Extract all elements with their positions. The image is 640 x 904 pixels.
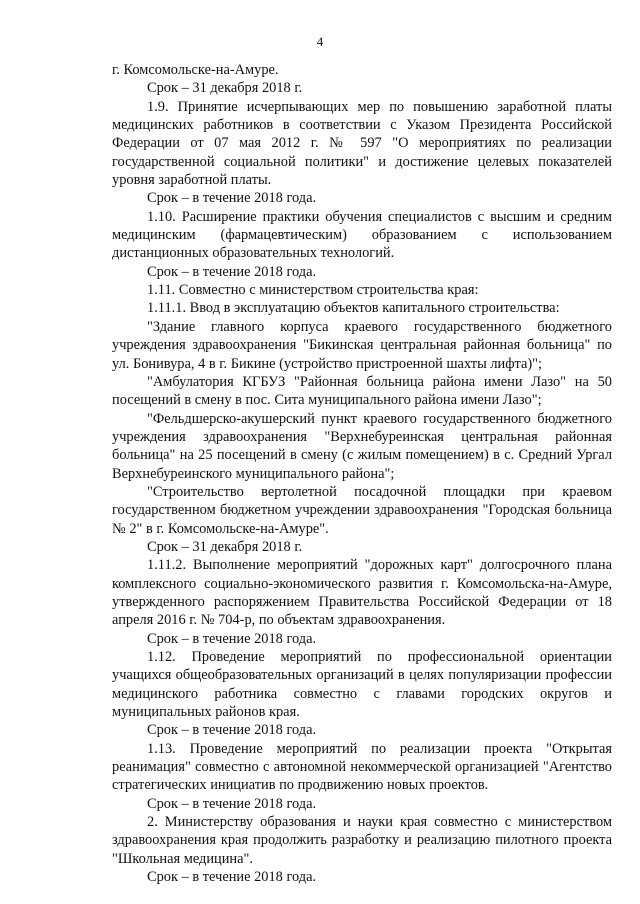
paragraph: "Строительство вертолетной посадочной площадки при краевом государственном бюджетном учреждении здравоохранения "Городская больница № 2" в г. Комсомольске-на-Амуре". xyxy=(112,483,612,537)
deadline-line: Срок – в течение 2018 года. xyxy=(147,869,317,886)
page-number: 4 xyxy=(316,34,324,49)
paragraph: "Амбулатория КГБУЗ "Районная больница района имени Лазо" на 50 посещений в смену в пос. Сита муниципального района имени Лазо"; xyxy=(112,373,612,409)
paragraph: 1.10. Расширение практики обучения специалистов с высшим и средним медицинским (фармацевтическим) образованием с использованием дистанционных образовательных технологий. xyxy=(112,208,612,262)
paragraph: "Фельдшерско-акушерский пункт краевого государственного бюджетного учреждения здравоохранения "Верхнебуреинская центральная районная больница" на 25 посещений в смену (с жилым помещением) в с. Средний Ургал Верхнебуреинского муниципального района"; xyxy=(112,410,612,482)
paragraph: "Здание главного корпуса краевого государственного бюджетного учреждения здравоохранения "Бикинская центральная районная больница" по ул. Бонивура, 4 в г. Бикине (устройство пристроенной шахты лифта)"; xyxy=(112,318,612,372)
deadline-line: Срок – 31 декабря 2018 г. xyxy=(147,80,303,97)
deadline-line: Срок – в течение 2018 года. xyxy=(147,263,317,280)
deadline-line: Срок – в течение 2018 года. xyxy=(147,190,317,207)
paragraph: 1.11.1. Ввод в эксплуатацию объектов капитального строительства: xyxy=(147,300,560,317)
deadline-line: Срок – в течение 2018 года. xyxy=(147,795,317,812)
document-body xyxy=(112,61,612,886)
paragraph: 1.13. Проведение мероприятий по реализации проекта "Открытая реанимация" совместно с автономной некоммерческой организацией "Агентство стратегических инициатив по продвижению новых проектов. xyxy=(112,740,612,794)
paragraph: 1.11. Совместно с министерством строительства края: xyxy=(147,282,479,299)
paragraph: 1.12. Проведение мероприятий по профессиональной ориентации учащихся общеобразовательных организаций в целях популяризации профессии медицинского работника совместно с главами городских округов и муниципальных районов края. xyxy=(112,649,612,721)
paragraph: г. Комсомольске-на-Амуре. xyxy=(112,62,279,78)
paragraph: 2. Министерству образования и науки края совместно с министерством здравоохранения края продолжить разработку и реализацию пилотного проекта "Школьная медицина". xyxy=(112,814,612,867)
deadline-line: Срок – в течение 2018 года. xyxy=(147,630,317,647)
paragraph: 1.11.2. Выполнение мероприятий "дорожных карт" долгосрочного плана комплексного социально-экономического развития г. Комсомольска-на-Амуре, утвержденного распоряжением Правительства Российской Федерации от 18 апреля 2016 г. № 704-р, по объектам здравоохранения. xyxy=(112,557,612,629)
deadline-line: Срок – 31 декабря 2018 г. xyxy=(147,538,303,555)
paragraph: 1.9. Принятие исчерпывающих мер по повышению заработной платы медицинских работников в соответствии с Указом Президента Российской Федерации от 07 мая 2012 г. № 597 "О мероприятиях по реализации государственной социальной политики" и достижение целевых показателей уровня заработной платы. xyxy=(112,98,612,189)
deadline-line: Срок – в течение 2018 года. xyxy=(147,722,317,739)
